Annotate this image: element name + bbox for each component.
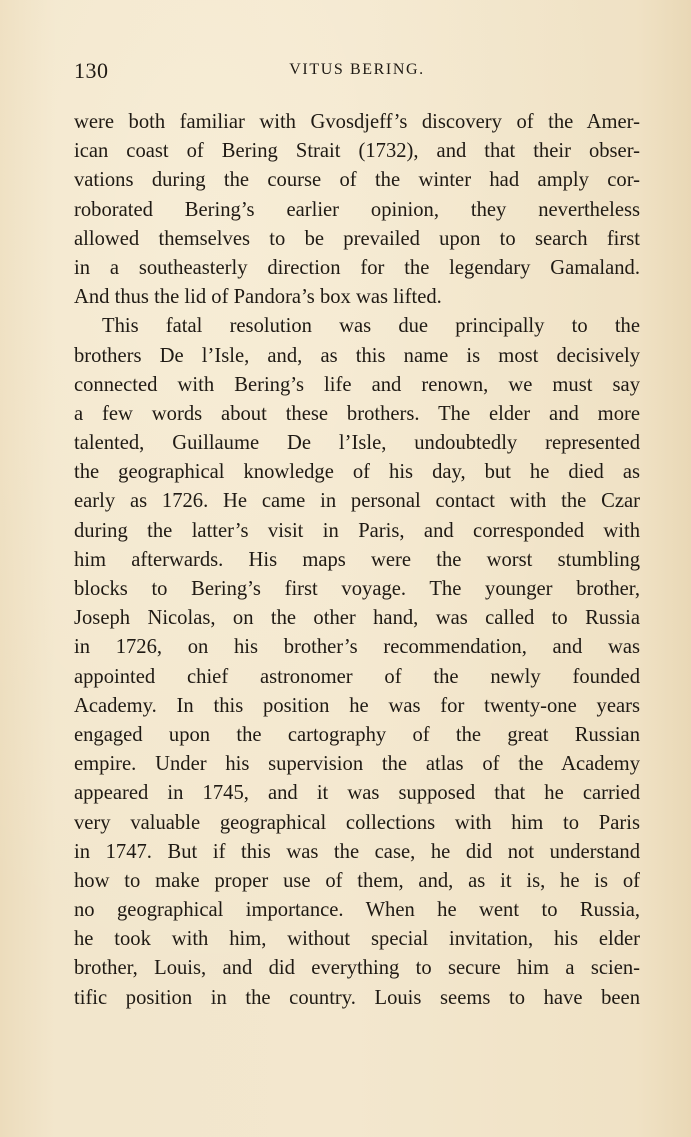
text-line: allowed themselves to be prevailed upon to search first [74, 227, 640, 250]
text-line: blocks to Bering’s first voyage. The younger brother, [74, 578, 640, 600]
text-line: appeared in 1745, and it was supposed that he carried [74, 782, 640, 805]
body-text [74, 108, 640, 1013]
text-line: in a southeasterly direction for the legendary Gamaland. [74, 256, 640, 279]
text-line: engaged upon the cartography of the great Russian [74, 723, 640, 746]
text-line: how to make proper use of them, and, as it is, he is of [74, 869, 640, 892]
text-line: connected with Bering’s life and renown, we must say [74, 373, 640, 396]
text-line: were both familiar with Gvosdjeff’s discovery of the Amer- [74, 111, 640, 133]
text-line: roborated Bering’s earlier opinion, they nevertheless [74, 198, 640, 221]
text-line: him afterwards. His maps were the worst stumbling [74, 548, 640, 571]
text-line: appointed chief astronomer of the newly founded [74, 665, 640, 688]
text-line: in 1747. But if this was the case, he did not understand [74, 840, 640, 863]
text-line: no geographical importance. When he went to Russia, [74, 899, 640, 922]
text-line: brother, Louis, and did everything to secure him a scien- [74, 957, 640, 980]
page-number: 130 [74, 58, 109, 83]
text-line: the geographical knowledge of his day, but he died as [74, 461, 640, 484]
text-line: he took with him, without special invitation, his elder [74, 928, 640, 951]
text-line: empire. Under his supervision the atlas of the Academy [74, 753, 640, 776]
text-line: And thus the lid of Pandora’s box was lifted. [74, 286, 442, 309]
text-line: ican coast of Bering Strait (1732), and that their obser- [74, 140, 640, 163]
text-line: during the latter’s visit in Paris, and corresponded with [74, 519, 640, 542]
text-line: early as 1726. He came in personal contact with the Czar [74, 490, 640, 513]
text-line: talented, Guillaume De l’Isle, undoubtedly represented [74, 432, 640, 455]
text-line: very valuable geographical collections with him to Paris [74, 811, 640, 834]
text-line: vations during the course of the winter had amply cor- [74, 169, 640, 192]
text-line: tific position in the country. Louis seems to have been [74, 986, 640, 1009]
text-line: This fatal resolution was due principally to the [102, 315, 640, 338]
text-line: a few words about these brothers. The elder and more [74, 402, 640, 425]
text-line: Joseph Nicolas, on the other hand, was called to Russia [74, 607, 640, 630]
running-head [74, 58, 640, 88]
running-title: VITUS BERING. [289, 61, 425, 78]
text-line: in 1726, on his brother’s recommendation, and was [74, 636, 640, 659]
text-line: brothers De l’Isle, and, as this name is most decisively [74, 344, 640, 367]
text-line: Academy. In this position he was for twenty-one years [74, 694, 640, 717]
